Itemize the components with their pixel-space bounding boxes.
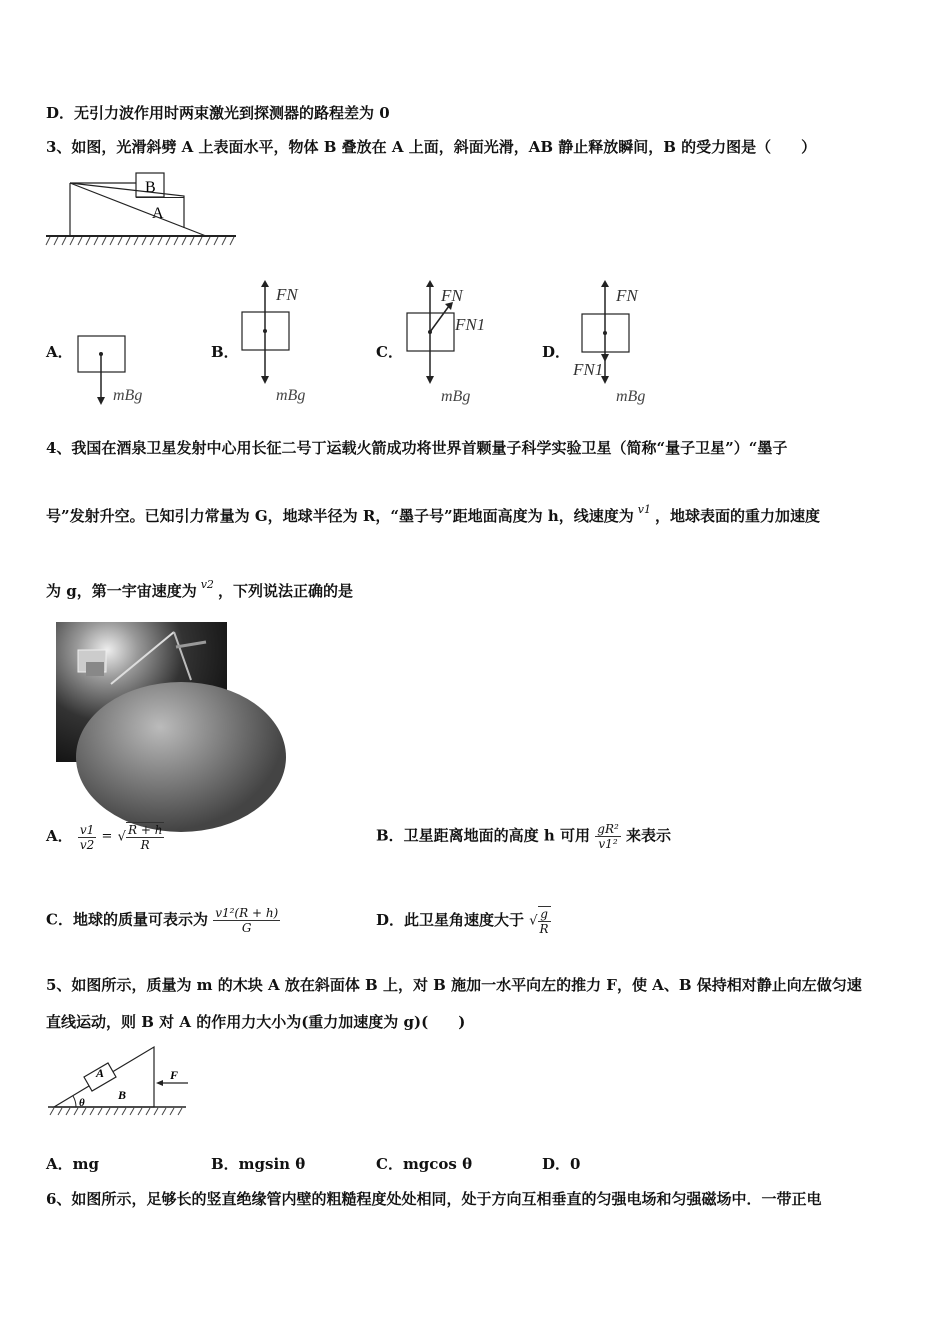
q3-option-b-letter[interactable]: B．: [211, 343, 239, 361]
q5-option-b[interactable]: B．mgsin θ: [211, 1155, 306, 1173]
q3-c-fn1: FN1: [455, 315, 486, 334]
q5-fig-label-f: F: [170, 1068, 179, 1082]
q3-option-d-letter[interactable]: D．: [542, 343, 571, 361]
q5-fig-label-theta: θ: [79, 1097, 85, 1109]
q3-d-fn1: FN1: [573, 360, 604, 379]
q3-fig-label-a: A: [152, 205, 164, 222]
q3-option-b-diagram: [238, 280, 328, 405]
q5-fig-label-a: A: [96, 1066, 105, 1080]
q2-option-d: D．无引力波作用时两束激光到探测器的路程差为 0: [46, 104, 390, 122]
q5-option-d[interactable]: D．0: [542, 1155, 581, 1173]
q3-option-c-diagram: [403, 280, 503, 405]
q3-b-fn: FN: [276, 285, 298, 304]
q3-d-fn: FN: [616, 286, 638, 305]
q3-option-a-letter[interactable]: A．: [46, 343, 73, 361]
q4-line1: 4、我国在酒泉卫星发射中心用长征二号丁运载火箭成功将世界首颗量子科学实验卫星（简称“量子卫星”）“墨子: [46, 439, 788, 457]
q5-option-a[interactable]: A．mg: [46, 1155, 99, 1173]
q4-line3: 为 g，第一宇宙速度为 $^{v2}$ ，下列说法正确的是: [46, 578, 353, 600]
q5-option-c[interactable]: C．mgcos θ: [376, 1155, 473, 1173]
q4-option-c[interactable]: C．地球的质量可表示为 $\frac{\text{v1²(R + h)}}{G}$: [46, 906, 279, 935]
q3-c-fn: FN: [441, 286, 463, 305]
q3-c-mg: mBg: [441, 388, 471, 405]
q4-v1: v1: [637, 503, 651, 516]
q3-b-mg: mBg: [276, 387, 306, 404]
q5-incline-figure: [46, 1045, 196, 1120]
satellite-photo: [56, 622, 227, 762]
q3-d-mg: mBg: [616, 388, 646, 405]
q5-fig-label-b: B: [118, 1088, 127, 1102]
q3-stem: 3、如图，光滑斜劈 A 上表面水平，物体 B 叠放在 A 上面，斜面光滑，AB 静止释放瞬间，B 的受力图是（ ）: [46, 138, 817, 156]
q4-option-d[interactable]: D．此卫星角速度大于 √ $\frac{g}{R}$: [376, 907, 549, 936]
q4-v2: v2: [200, 578, 214, 591]
q5-line2: 直线运动，则 B 对 A 的作用力大小为(重力加速度为 g)( ): [46, 1013, 466, 1031]
q6-line1: 6、如图所示，足够长的竖直绝缘管内壁的粗糙程度处处相同，处于方向互相垂直的匀强电场和匀强磁场中．一带正电: [46, 1190, 822, 1208]
q4-option-b[interactable]: B．卫星距离地面的高度 h 可用 $\frac{\text{gR²}}{\text{v1²}}$ 来表示: [376, 822, 672, 851]
q4-line2: 号”发射升空。已知引力常量为 G，地球半径为 R，“墨子号”距地面高度为 h，线速度为 $^{v1}$ ，地球表面的重力加速度: [46, 503, 820, 525]
q3-option-a-diagram: [72, 325, 162, 410]
q5-line1: 5、如图所示，质量为 m 的木块 A 放在斜面体 B 上，对 B 施加一水平向左的推力 F，使 A、B 保持相对静止向左做匀速: [46, 976, 862, 994]
q3-fig-label-b: B: [145, 179, 156, 196]
q3-wedge-figure: [44, 170, 239, 250]
q3-a-mg: mBg: [113, 387, 143, 404]
q3-option-d-diagram: [570, 280, 670, 405]
q3-option-c-letter[interactable]: C．: [376, 343, 403, 361]
q4-option-a[interactable]: A． $\frac{v1}{v2}$ = √ $\frac{R + h}{R}$: [46, 822, 163, 852]
